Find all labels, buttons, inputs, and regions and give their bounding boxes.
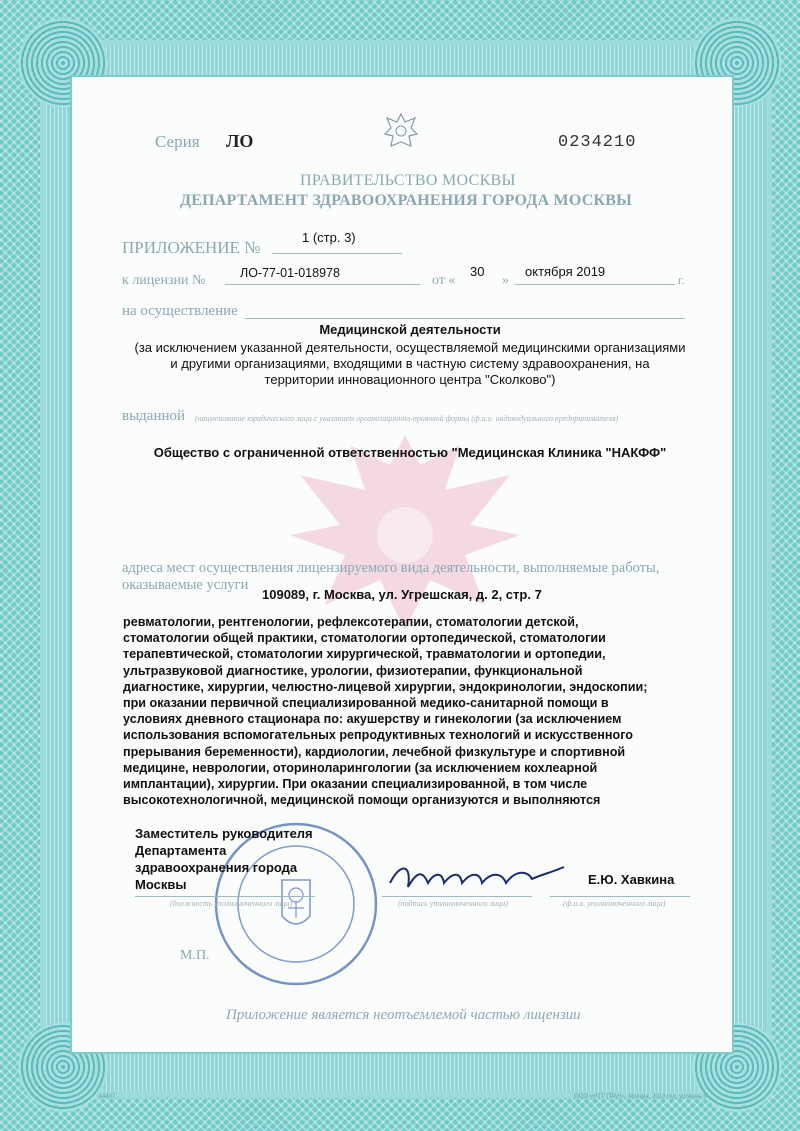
address-label-line-2: оказываемые услуги (122, 577, 249, 593)
services-line: стоматологии общей практики, стоматологии ортопедической, стоматологии (123, 631, 606, 646)
signer-position-line-4: Москвы (135, 877, 187, 892)
signer-position-line-2: Департамента (135, 843, 227, 858)
appendix-value: 1 (стр. 3) (302, 230, 356, 245)
services-line: высокотехнологичной, медицинской помощи организуются и выполняются (123, 793, 601, 808)
caption-signature: (подпись уполномоченного лица) (398, 899, 508, 908)
coat-of-arms-icon (383, 110, 419, 154)
license-number: ЛО-77-01-018978 (240, 266, 340, 280)
services-line: при оказании первичной специализированной медико-санитарной помощи в (123, 696, 609, 711)
document-number: 0234210 (558, 133, 637, 152)
signer-name: Е.Ю. Хавкина (588, 872, 675, 887)
mp-label: М.П. (180, 948, 210, 963)
footer-right-code: ООО «НТТ ГРАН», Москва, 2013 год, уровень Б (574, 1094, 708, 1100)
services-line: имплантации), хирургии. При оказании специализированной, в том числе (123, 777, 588, 792)
position-underline (135, 896, 315, 897)
name-underline (550, 896, 690, 897)
series-value: ЛО (226, 131, 254, 151)
appendix-underline (272, 253, 402, 254)
address-value: 109089, г. Москва, ул. Угрешская, д. 2, стр. 7 (262, 587, 542, 602)
activity-line-3: территории инновационного центра "Сколково") (264, 372, 556, 387)
year-suffix: г. (678, 273, 685, 287)
activity-underline (245, 318, 685, 319)
from-label: от « (432, 273, 456, 288)
services-line: условиях дневного стационара по: акушерству и гинекологии (за исключением (123, 712, 622, 727)
services-line: прерывания беременности), кардиологии, лечебной физкультуре и спортивной (123, 744, 626, 759)
date-underline (515, 284, 675, 285)
footer-left-code: А4407 (98, 1094, 116, 1100)
activity-label: на осуществление (122, 303, 238, 319)
signature-underline (382, 896, 532, 897)
services-line: ревматологии, рентгенологии, рефлексотерапии, стоматологии детской, (123, 615, 579, 629)
activity-line-1: (за исключением указанной деятельности, осуществляемой медицинскими организациями (134, 340, 686, 355)
services-line: ультразвуковой диагностике, урологии, физиотерапии, функциональной (123, 663, 583, 678)
issued-label: выданной (122, 408, 186, 424)
license-day: 30 (470, 264, 485, 279)
address-label-line-1: адреса мест осуществления лицензируемого вида деятельности, выполняемые работы, (122, 560, 660, 576)
services-list (123, 614, 691, 808)
caption-position: (должность уполномоченного лица) (170, 899, 293, 908)
government-title: ПРАВИТЕЛЬСТВО МОСКВЫ (300, 172, 516, 189)
caption-name: (ф.и.о. уполномоченного лица) (563, 899, 666, 908)
services-line: медицине, неврологии, оториноларингологии (за исключением кохлеарной (123, 760, 598, 775)
activity-line-2: и другими организациями, входящими в частную систему здравоохранения, на (170, 356, 650, 371)
license-label: к лицензии № (122, 273, 206, 288)
handwritten-signature-icon (382, 855, 572, 900)
department-title: ДЕПАРТАМЕНТ ЗДРАВООХРАНЕНИЯ ГОРОДА МОСКВЫ (180, 192, 633, 209)
activity-title: Медицинской деятельности (319, 322, 501, 337)
license-number-underline (225, 284, 420, 285)
signer-position-line-1: Заместитель руководителя (135, 826, 313, 841)
services-line: терапевтической, стоматологии хирургической, травматологии и ортопедии, (123, 647, 606, 662)
footer-note: Приложение является неотъемлемой частью лицензии (226, 1007, 581, 1023)
series-label: Серия (155, 132, 200, 151)
issued-hint: (наименование юридического лица с указанием организационно-правовой формы (ф.и.о. индивидуального предпринимателя) (195, 414, 619, 423)
license-month-year: октября 2019 (525, 264, 606, 279)
signer-position-line-3: здравоохранения города (135, 860, 298, 875)
organization-name: Общество с ограниченной ответственностью "Медицинская Клиника "НАКФФ" (153, 445, 667, 460)
appendix-label: ПРИЛОЖЕНИЕ № (122, 238, 261, 257)
services-line: использования вспомогательных репродуктивных технологий и искусственного (123, 728, 633, 743)
services-line: диагностике, хирургии, челюстно-лицевой хирургии, эндокринологии, эндоскопии; (123, 679, 648, 694)
close-quote: » (502, 273, 509, 288)
